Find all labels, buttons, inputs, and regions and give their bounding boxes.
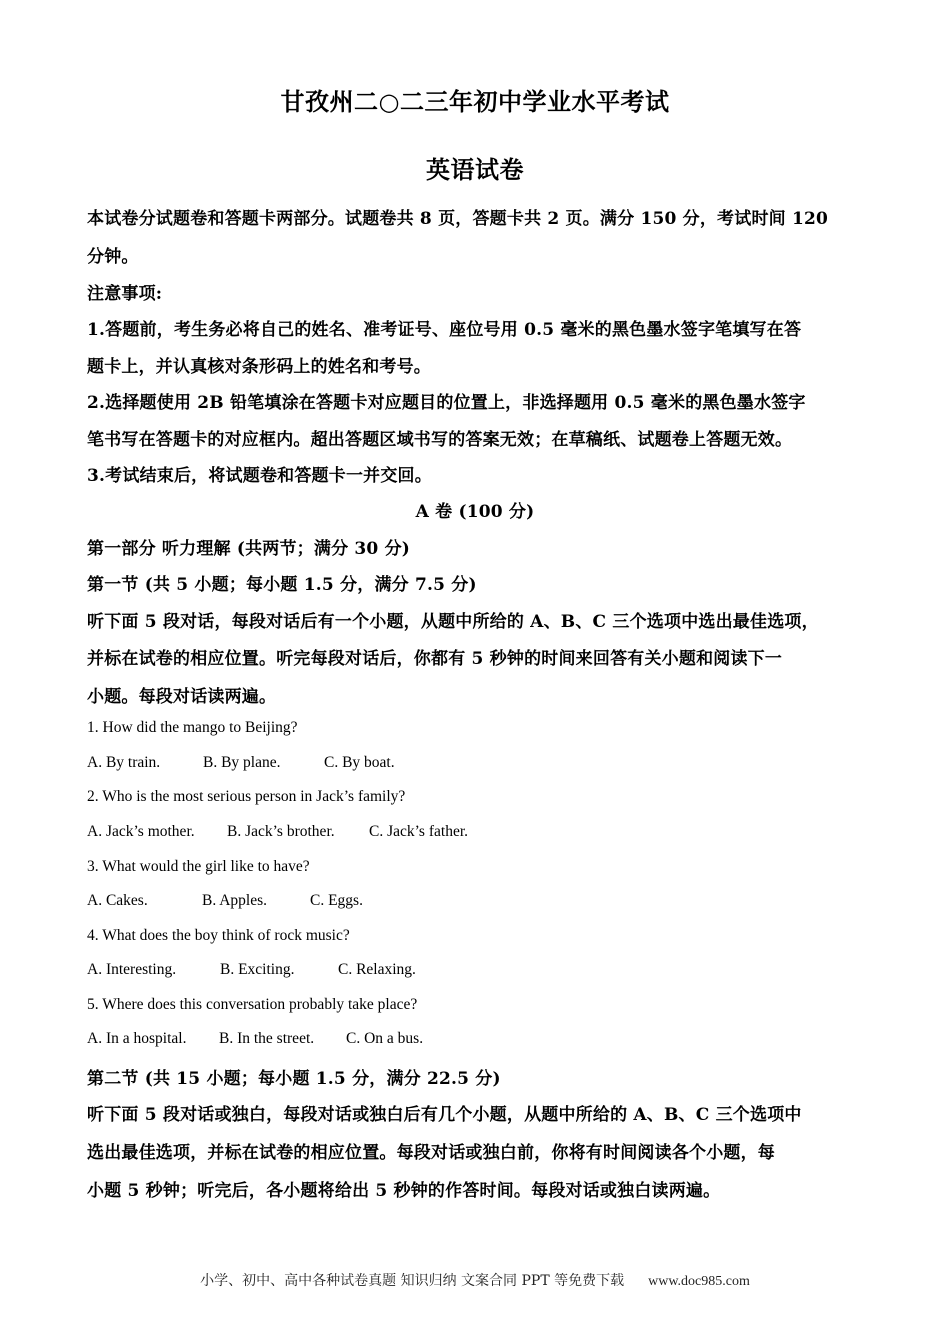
notice-item-1-line-2: 题卡上，并认真核对条形码上的姓名和考号。 xyxy=(87,357,431,377)
question-4: 4. What does the boy think of rock music? xyxy=(87,927,350,944)
option-c: C. On a bus. xyxy=(346,1030,424,1047)
paper-a-heading: A 卷 (100 分) xyxy=(415,502,535,522)
footer-text: 小学、初中、高中各种试卷真题 知识归纳 文案合同 PPT 等免费下载 xyxy=(200,1273,625,1289)
section-1-instructions-line-3: 小题。每段对话读两遍。 xyxy=(87,687,277,707)
page-footer xyxy=(0,1270,950,1290)
notice-item-2-line-2: 笔书写在答题卡的对应框内。超出答题区域书写的答案无效；在草稿纸、试题卷上答题无效。 xyxy=(87,430,793,450)
option-c: C. Relaxing. xyxy=(338,961,416,978)
option-c: C. Jack’s father. xyxy=(369,823,469,840)
option-b: B. By plane. xyxy=(203,754,281,771)
notice-item-3: 3.考试结束后，将试题卷和答题卡一并交回。 xyxy=(87,466,432,486)
question-3-options xyxy=(87,892,363,910)
question-1: 1. How did the mango to Beijing? xyxy=(87,719,298,736)
option-c: C. Eggs. xyxy=(310,892,363,909)
option-b: B. Jack’s brother. xyxy=(227,823,335,840)
footer-url[interactable]: www.doc985.com xyxy=(648,1274,750,1289)
option-a: A. Cakes. xyxy=(87,892,148,909)
exam-title: 甘孜州二○二三年初中学业水平考试 xyxy=(280,87,670,116)
section-2-instructions-line-1: 听下面 5 段对话或独白，每段对话或独白后有几个小题，从题中所给的 A、B、C 三个选项中 xyxy=(87,1105,802,1125)
question-5: 5. Where does this conversation probably take place? xyxy=(87,996,418,1013)
section-1-instructions-line-2: 并标在试卷的相应位置。听完每段对话后，你都有 5 秒钟的时间来回答有关小题和阅读下一 xyxy=(87,649,783,669)
section-2-instructions-line-2: 选出最佳选项，并标在试卷的相应位置。每段对话或独白前，你将有时间阅读各个小题，每 xyxy=(87,1143,775,1163)
question-5-options xyxy=(87,1030,423,1048)
part-1-heading: 第一部分 听力理解 (共两节；满分 30 分) xyxy=(87,539,411,559)
section-1-instructions-line-1: 听下面 5 段对话，每段对话后有一个小题，从题中所给的 A、B、C 三个选项中选出最佳选项， xyxy=(87,612,819,632)
question-2: 2. Who is the most serious person in Jack’s family? xyxy=(87,788,406,805)
question-4-options xyxy=(87,961,416,979)
section-2-heading: 第二节 (共 15 小题；每小题 1.5 分，满分 22.5 分) xyxy=(87,1069,501,1089)
notice-item-1-line-1: 1.答题前，考生务必将自己的姓名、准考证号、座位号用 0.5 毫米的黑色墨水签字笔填写在答 xyxy=(87,320,802,340)
option-a: A. In a hospital. xyxy=(87,1030,187,1047)
option-b: B. Exciting. xyxy=(220,961,295,978)
intro-line-1: 本试卷分试题卷和答题卡两部分。试题卷共 8 页，答题卡共 2 页。满分 150 分，考试时间 120 xyxy=(87,209,829,229)
option-b: B. Apples. xyxy=(202,892,268,909)
section-1-heading: 第一节 (共 5 小题；每小题 1.5 分，满分 7.5 分) xyxy=(87,575,477,595)
option-a: A. By train. xyxy=(87,754,161,771)
section-2-instructions-line-3: 小题 5 秒钟；听完后，各小题将给出 5 秒钟的作答时间。每段对话或独白读两遍。 xyxy=(87,1181,721,1201)
question-3: 3. What would the girl like to have? xyxy=(87,858,310,875)
notice-item-2-line-1: 2.选择题使用 2B 铅笔填涂在答题卡对应题目的位置上，非选择题用 0.5 毫米的黑色墨水签字 xyxy=(87,393,806,413)
question-2-options xyxy=(87,823,468,841)
notice-heading: 注意事项: xyxy=(87,284,163,304)
option-b: B. In the street. xyxy=(219,1030,315,1047)
option-c: C. By boat. xyxy=(324,754,395,771)
option-a: A. Interesting. xyxy=(87,961,177,978)
exam-subtitle: 英语试卷 xyxy=(426,155,524,184)
question-1-options xyxy=(87,754,395,772)
intro-line-2: 分钟。 xyxy=(87,247,139,267)
option-a: A. Jack’s mother. xyxy=(87,823,195,840)
